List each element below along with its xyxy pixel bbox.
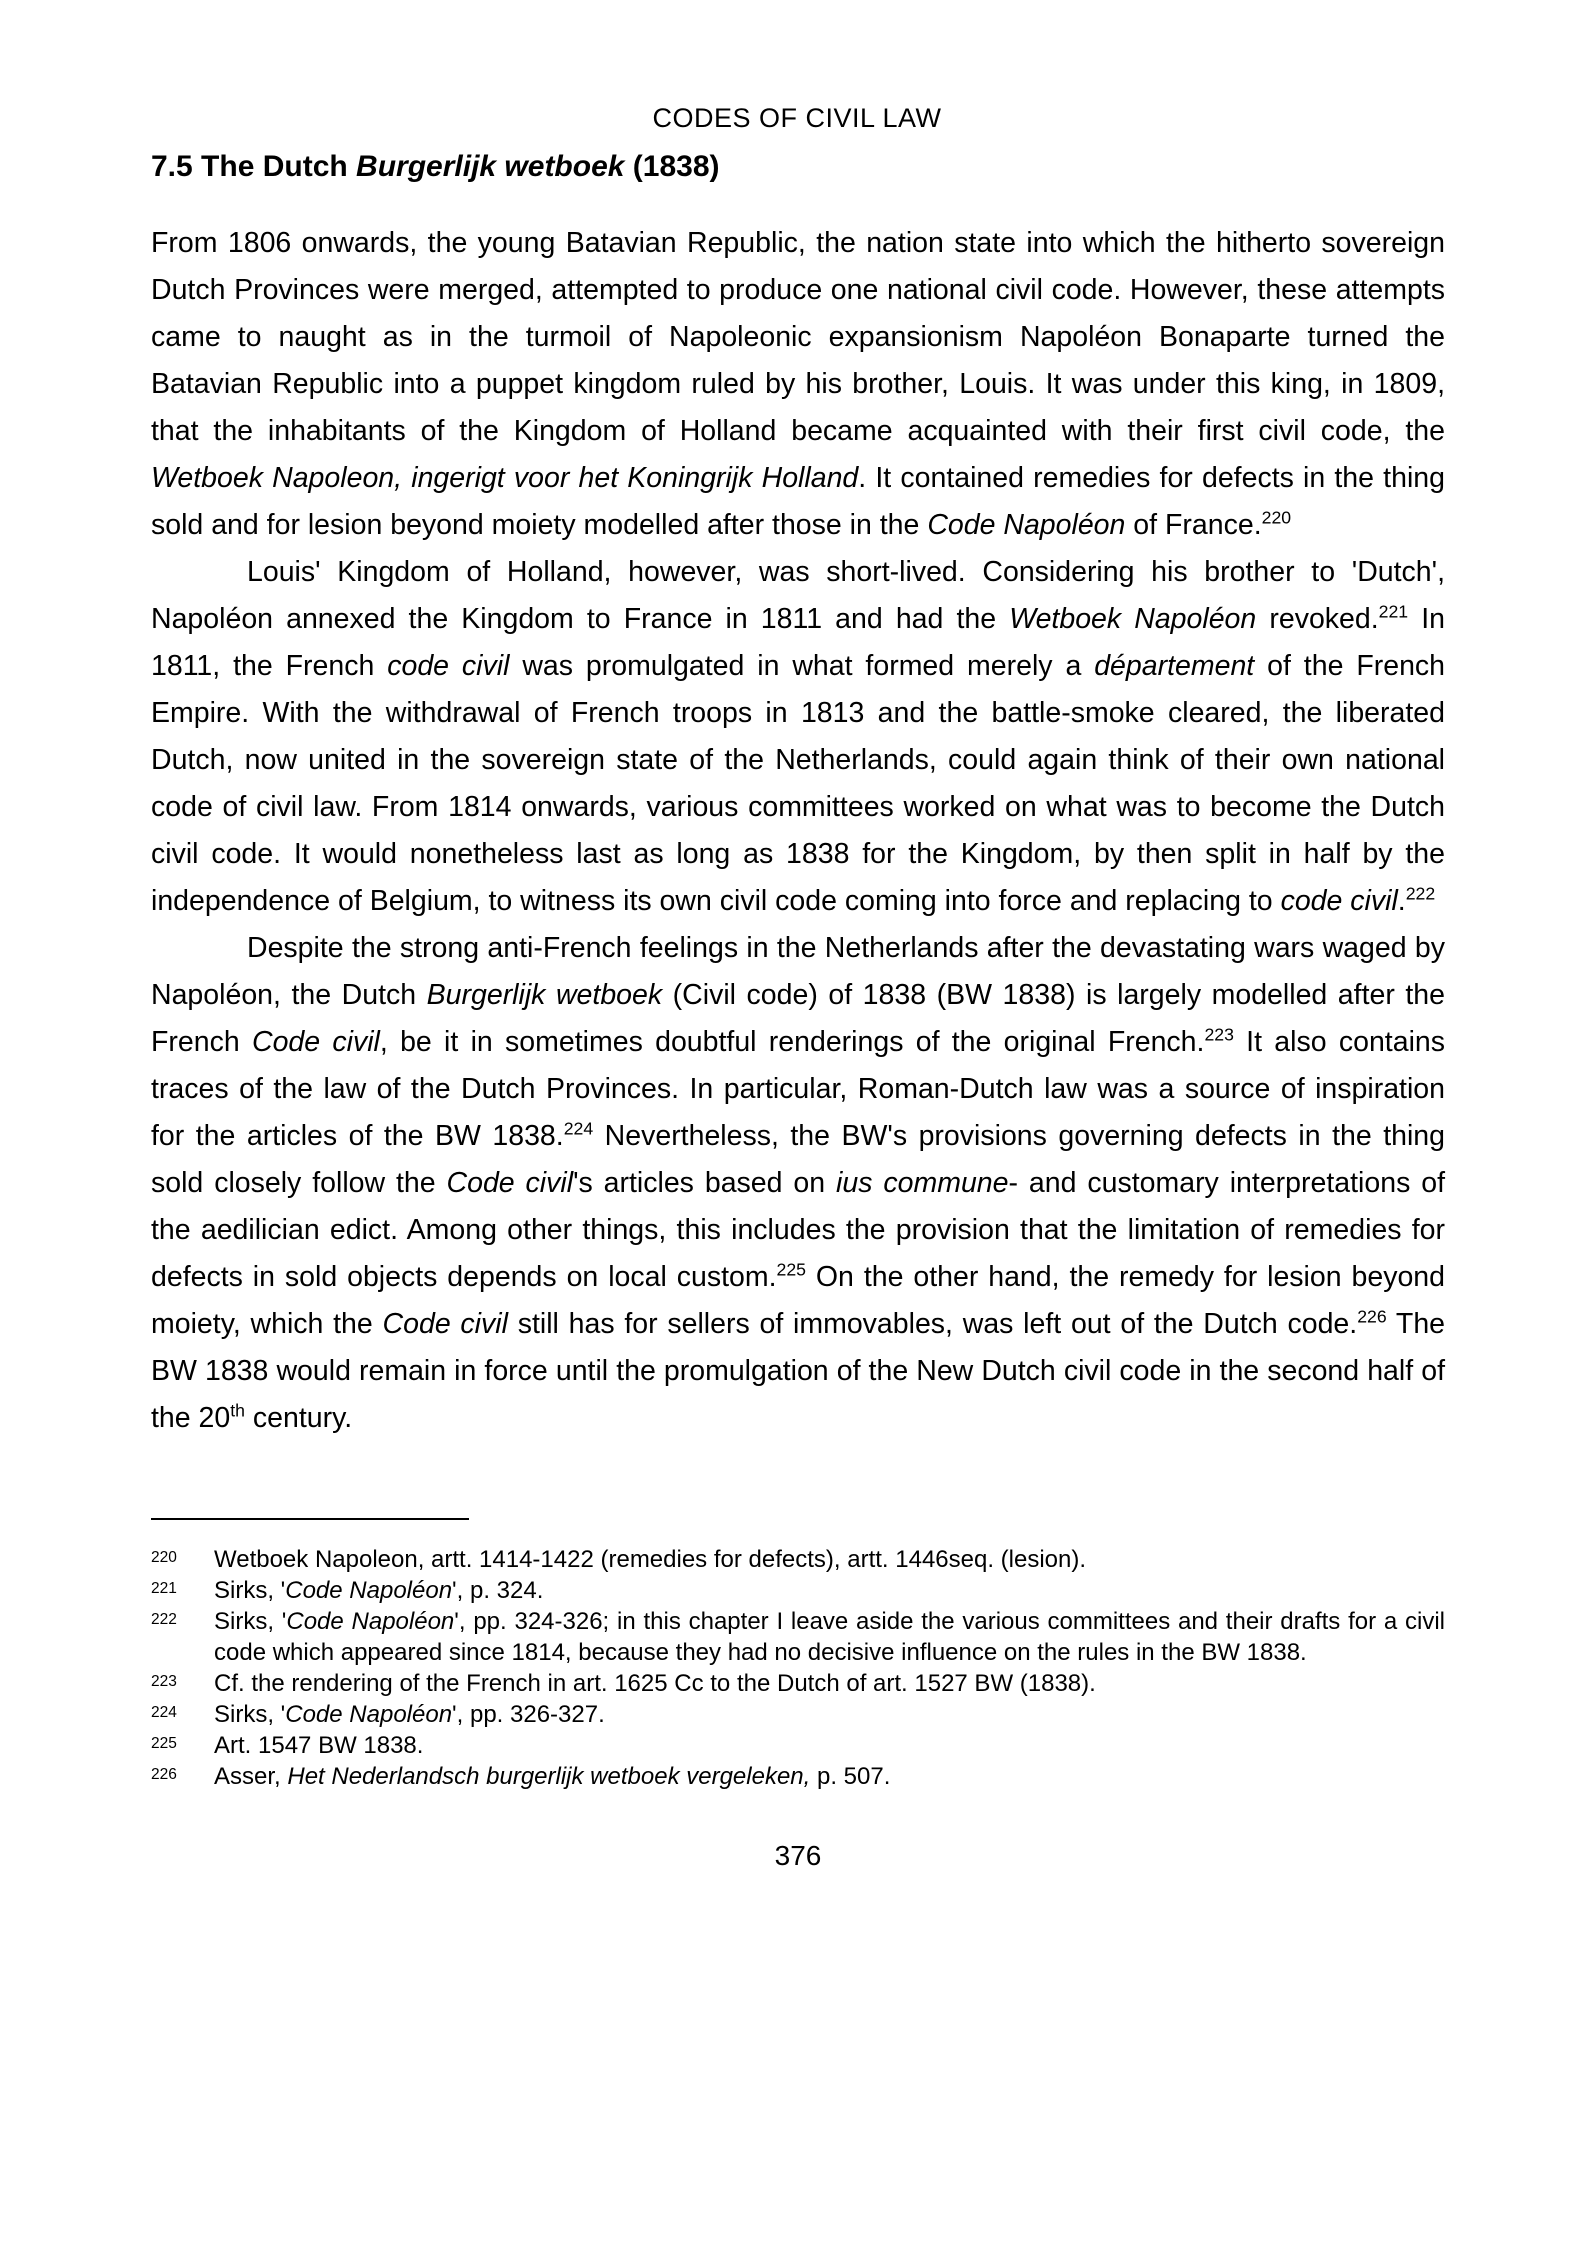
text-run: From 1806 onwards, the young Batavian Republic, the nation state into which the hitherto sovereign Dutch Provinces were merged, attempted to produce one national civil code. However, these attempts came to naught as in the turmoil of Napoleonic expansionism Napoléon Bonaparte turned the Batavian Republic into a puppet kingdom ruled by his brother, Louis. It was under this king, in 1809, that the inhabitants of the Kingdom of Holland became acquainted with their first civil code, the — [151, 227, 1445, 447]
text-run: 7.5 The Dutch — [151, 150, 357, 183]
text-run: . — [1397, 885, 1406, 917]
text-run: of France. — [1125, 509, 1262, 541]
text-run: Wetboek Napoleon, ingerigt voor het Koningrijk Holland — [151, 462, 859, 494]
text-run: Code civil — [446, 1167, 574, 1199]
text-run: , be it in sometimes doubtful renderings of the original French. — [379, 1026, 1205, 1058]
footnote-ref: 225 — [776, 1259, 806, 1280]
text-run: Code Napoléon — [285, 1577, 453, 1604]
text-run: Art. 1547 BW 1838. — [214, 1732, 424, 1759]
text-run: code civil — [1280, 885, 1398, 917]
footnote-text — [214, 1670, 1096, 1697]
footnote-text — [214, 1608, 1445, 1666]
footnote-ref: 223 — [1204, 1024, 1234, 1045]
paragraph — [151, 549, 1445, 925]
text-run: Wetboek Napoléon — [1009, 603, 1257, 635]
text-run: code civil — [387, 650, 510, 682]
footnote — [151, 1761, 1445, 1792]
text-run: Code Napoléon — [285, 1701, 453, 1728]
footnote — [151, 1730, 1445, 1761]
text-run: still has for sellers of immovables, was left out of the Dutch code. — [507, 1308, 1358, 1340]
footnote-ref: 224 — [563, 1118, 594, 1139]
footnote — [151, 1668, 1445, 1699]
page-number: 376 — [774, 1840, 822, 1871]
text-run: In 1811, the French — [151, 603, 1446, 682]
footnote-number: 221 — [151, 1580, 177, 1597]
footnote-number: 226 — [151, 1766, 177, 1783]
body-text — [151, 220, 1445, 1442]
footnote-number: 225 — [151, 1735, 177, 1752]
text-run: Code civil — [382, 1308, 508, 1340]
footnote-text — [214, 1577, 543, 1604]
footnote-text — [214, 1763, 890, 1790]
text-run: - and customary interpretations of the aedilician edict. Among other things, this includes the provision that the limitation of remedies for defects in sold objects depends on local custom. — [151, 1167, 1445, 1293]
text-run: ius commune — [836, 1167, 1009, 1199]
text-run: Sirks, ' — [214, 1608, 287, 1635]
text-run: Sirks, ' — [214, 1577, 286, 1604]
text-run: Code civil — [251, 1026, 380, 1058]
text-run: Nevertheless, the BW's provisions governing defects in the thing sold closely follow the — [151, 1120, 1445, 1199]
footnote-ref: 220 — [1261, 507, 1292, 528]
footnote-number: 222 — [151, 1611, 177, 1628]
text-run: Wetboek Napoleon, artt. 1414-1422 (remedies for defects), artt. 1446seq. (lesion). — [214, 1546, 1087, 1573]
text-run: Code Napoléon — [286, 1608, 455, 1635]
text-run: (Civil code) of 1838 (BW 1838) is largely modelled after the French — [151, 979, 1446, 1058]
text-run: of the French Empire. With the withdrawal of French troops in 1813 and the battle-smoke cleared, the liberated Dutch, now united in the sovereign state of the Netherlands, could again think of their own national code of civil law. From 1814 onwards, various committees worked on what was to become the Dutch civil code. It would nonetheless last as long as 1838 for the Kingdom, by then split in half by the independence of Belgium, to witness its own civil code coming into force and replacing to — [151, 650, 1446, 917]
text-run: (1838) — [624, 150, 720, 183]
footnote — [151, 1544, 1445, 1575]
text-run: On the other hand, the remedy for lesion beyond moiety, which the — [151, 1261, 1445, 1340]
text-run: Sirks, ' — [214, 1701, 286, 1728]
footnote — [151, 1575, 1445, 1606]
footnote-ref: 221 — [1378, 601, 1409, 622]
section-heading — [151, 150, 1445, 184]
footnote-text — [214, 1732, 423, 1759]
text-run: Louis' Kingdom of Holland, however, was short-lived. Considering his brother to 'Dutch', Napoléon annexed the Kingdom to France in 1811 and had the — [151, 556, 1445, 635]
text-run: 's articles based on — [573, 1167, 837, 1199]
paragraph — [151, 220, 1445, 549]
text-run: Asser, — [214, 1763, 288, 1790]
footnote — [151, 1606, 1445, 1668]
footnote-text — [214, 1701, 605, 1728]
footnotes — [151, 1544, 1445, 1792]
paragraph — [151, 925, 1445, 1442]
text-run: century. — [244, 1402, 353, 1434]
text-run: ', pp. 326-327. — [452, 1701, 605, 1728]
text-run: ', pp. 324-326; in this chapter I leave aside the various committees and their drafts for a civil code which appeared since 1814, because they had no decisive influence on the rules in the BW 1838. — [214, 1608, 1446, 1666]
footnote-separator — [151, 1518, 469, 1520]
text-run: Burgerlijk wetboek — [426, 979, 663, 1011]
text-run: p. 507. — [810, 1763, 891, 1790]
text-run: Cf. the rendering of the French in art. 1625 Cc to the Dutch of art. 1527 BW (1838). — [214, 1670, 1096, 1697]
text-run: . It contained remedies for defects in the thing sold and for lesion beyond moiety modelled after those in the — [151, 462, 1445, 541]
footnote-text — [214, 1546, 1086, 1573]
footnote-ref: 226 — [1357, 1306, 1387, 1327]
footnote-number: 224 — [151, 1704, 177, 1721]
text-run: ', p. 324. — [452, 1577, 544, 1604]
text-run: Burgerlijk wetboek — [356, 150, 625, 183]
text-run: Despite the strong anti-French feelings in the Netherlands after the devastating wars waged by Napoléon, the Dutch — [151, 932, 1445, 1011]
text-run: Het Nederlandsch burgerlijk wetboek vergeleken, — [287, 1763, 811, 1790]
text-run: Code Napoléon — [927, 509, 1126, 541]
footnote-ref: 222 — [1405, 883, 1436, 904]
footnote-ref: th — [230, 1400, 245, 1421]
footnote-number: 223 — [151, 1673, 177, 1690]
footnote — [151, 1699, 1445, 1730]
running-head: CODES OF CIVIL LAW — [652, 103, 942, 133]
text-run: It also contains traces of the law of the Dutch Provinces. In particular, Roman-Dutch law was a source of inspiration for the articles of the BW 1838. — [151, 1026, 1445, 1152]
page-content — [151, 150, 1445, 1872]
text-run: département — [1094, 650, 1255, 682]
text-run: The BW 1838 would remain in force until the promulgation of the New Dutch civil code in the second half of the 20 — [151, 1308, 1446, 1434]
text-run: was promulgated in what formed merely a — [509, 650, 1095, 682]
text-run: revoked. — [1256, 603, 1379, 635]
footnote-number: 220 — [151, 1549, 177, 1566]
